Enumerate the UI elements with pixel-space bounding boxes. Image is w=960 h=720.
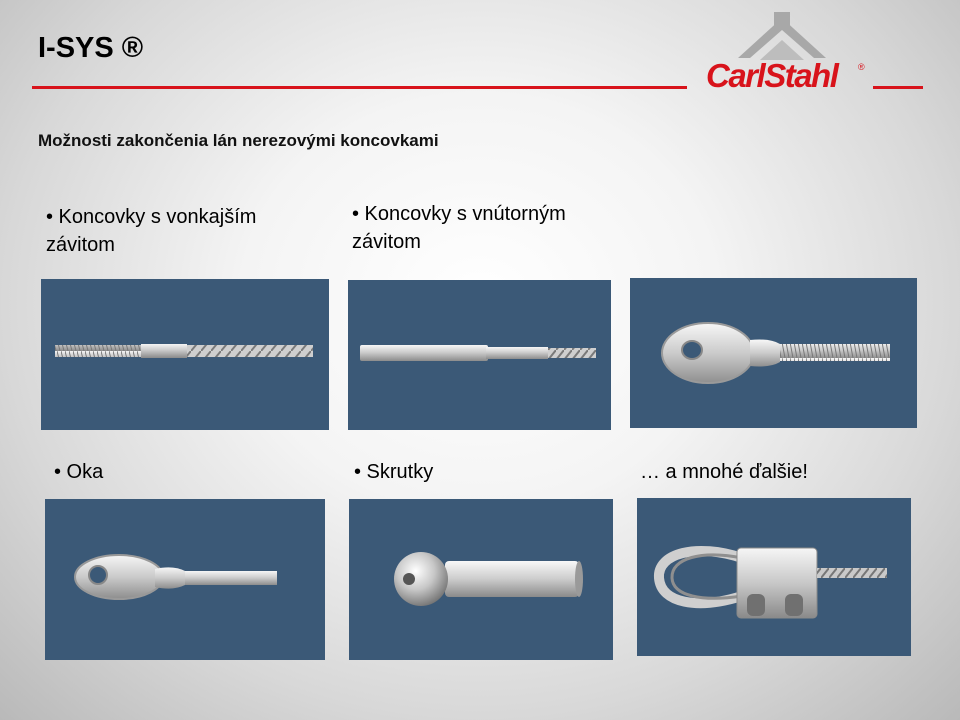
slide-subtitle: Možnosti zakončenia lán nerezovými koncovkami bbox=[38, 131, 439, 150]
logo-registered-mark: ® bbox=[858, 62, 865, 72]
header-rule-left bbox=[32, 86, 687, 89]
label-external-thread: • Koncovky s vonkajším závitom bbox=[46, 206, 257, 256]
carl-stahl-logo bbox=[700, 10, 870, 94]
label-eyes: • Oka bbox=[54, 461, 104, 483]
logo-wordmark: CarlStahl bbox=[706, 57, 838, 94]
slide-title: I-SYS ® bbox=[38, 32, 144, 64]
header-rule-right bbox=[873, 86, 923, 89]
thimble-clamp-photo bbox=[637, 498, 911, 656]
ball-screw-photo bbox=[349, 499, 613, 660]
house-roof-icon bbox=[700, 10, 870, 60]
external-thread-terminal-photo bbox=[41, 279, 329, 430]
internal-thread-terminal-photo bbox=[348, 280, 611, 430]
label-and-more: … a mnohé ďalšie! bbox=[640, 461, 808, 483]
eye-with-thread-photo bbox=[630, 278, 917, 428]
eye-terminal-photo bbox=[45, 499, 325, 660]
label-screws: • Skrutky bbox=[354, 461, 434, 483]
label-internal-thread: • Koncovky s vnútorným závitom bbox=[352, 203, 566, 253]
